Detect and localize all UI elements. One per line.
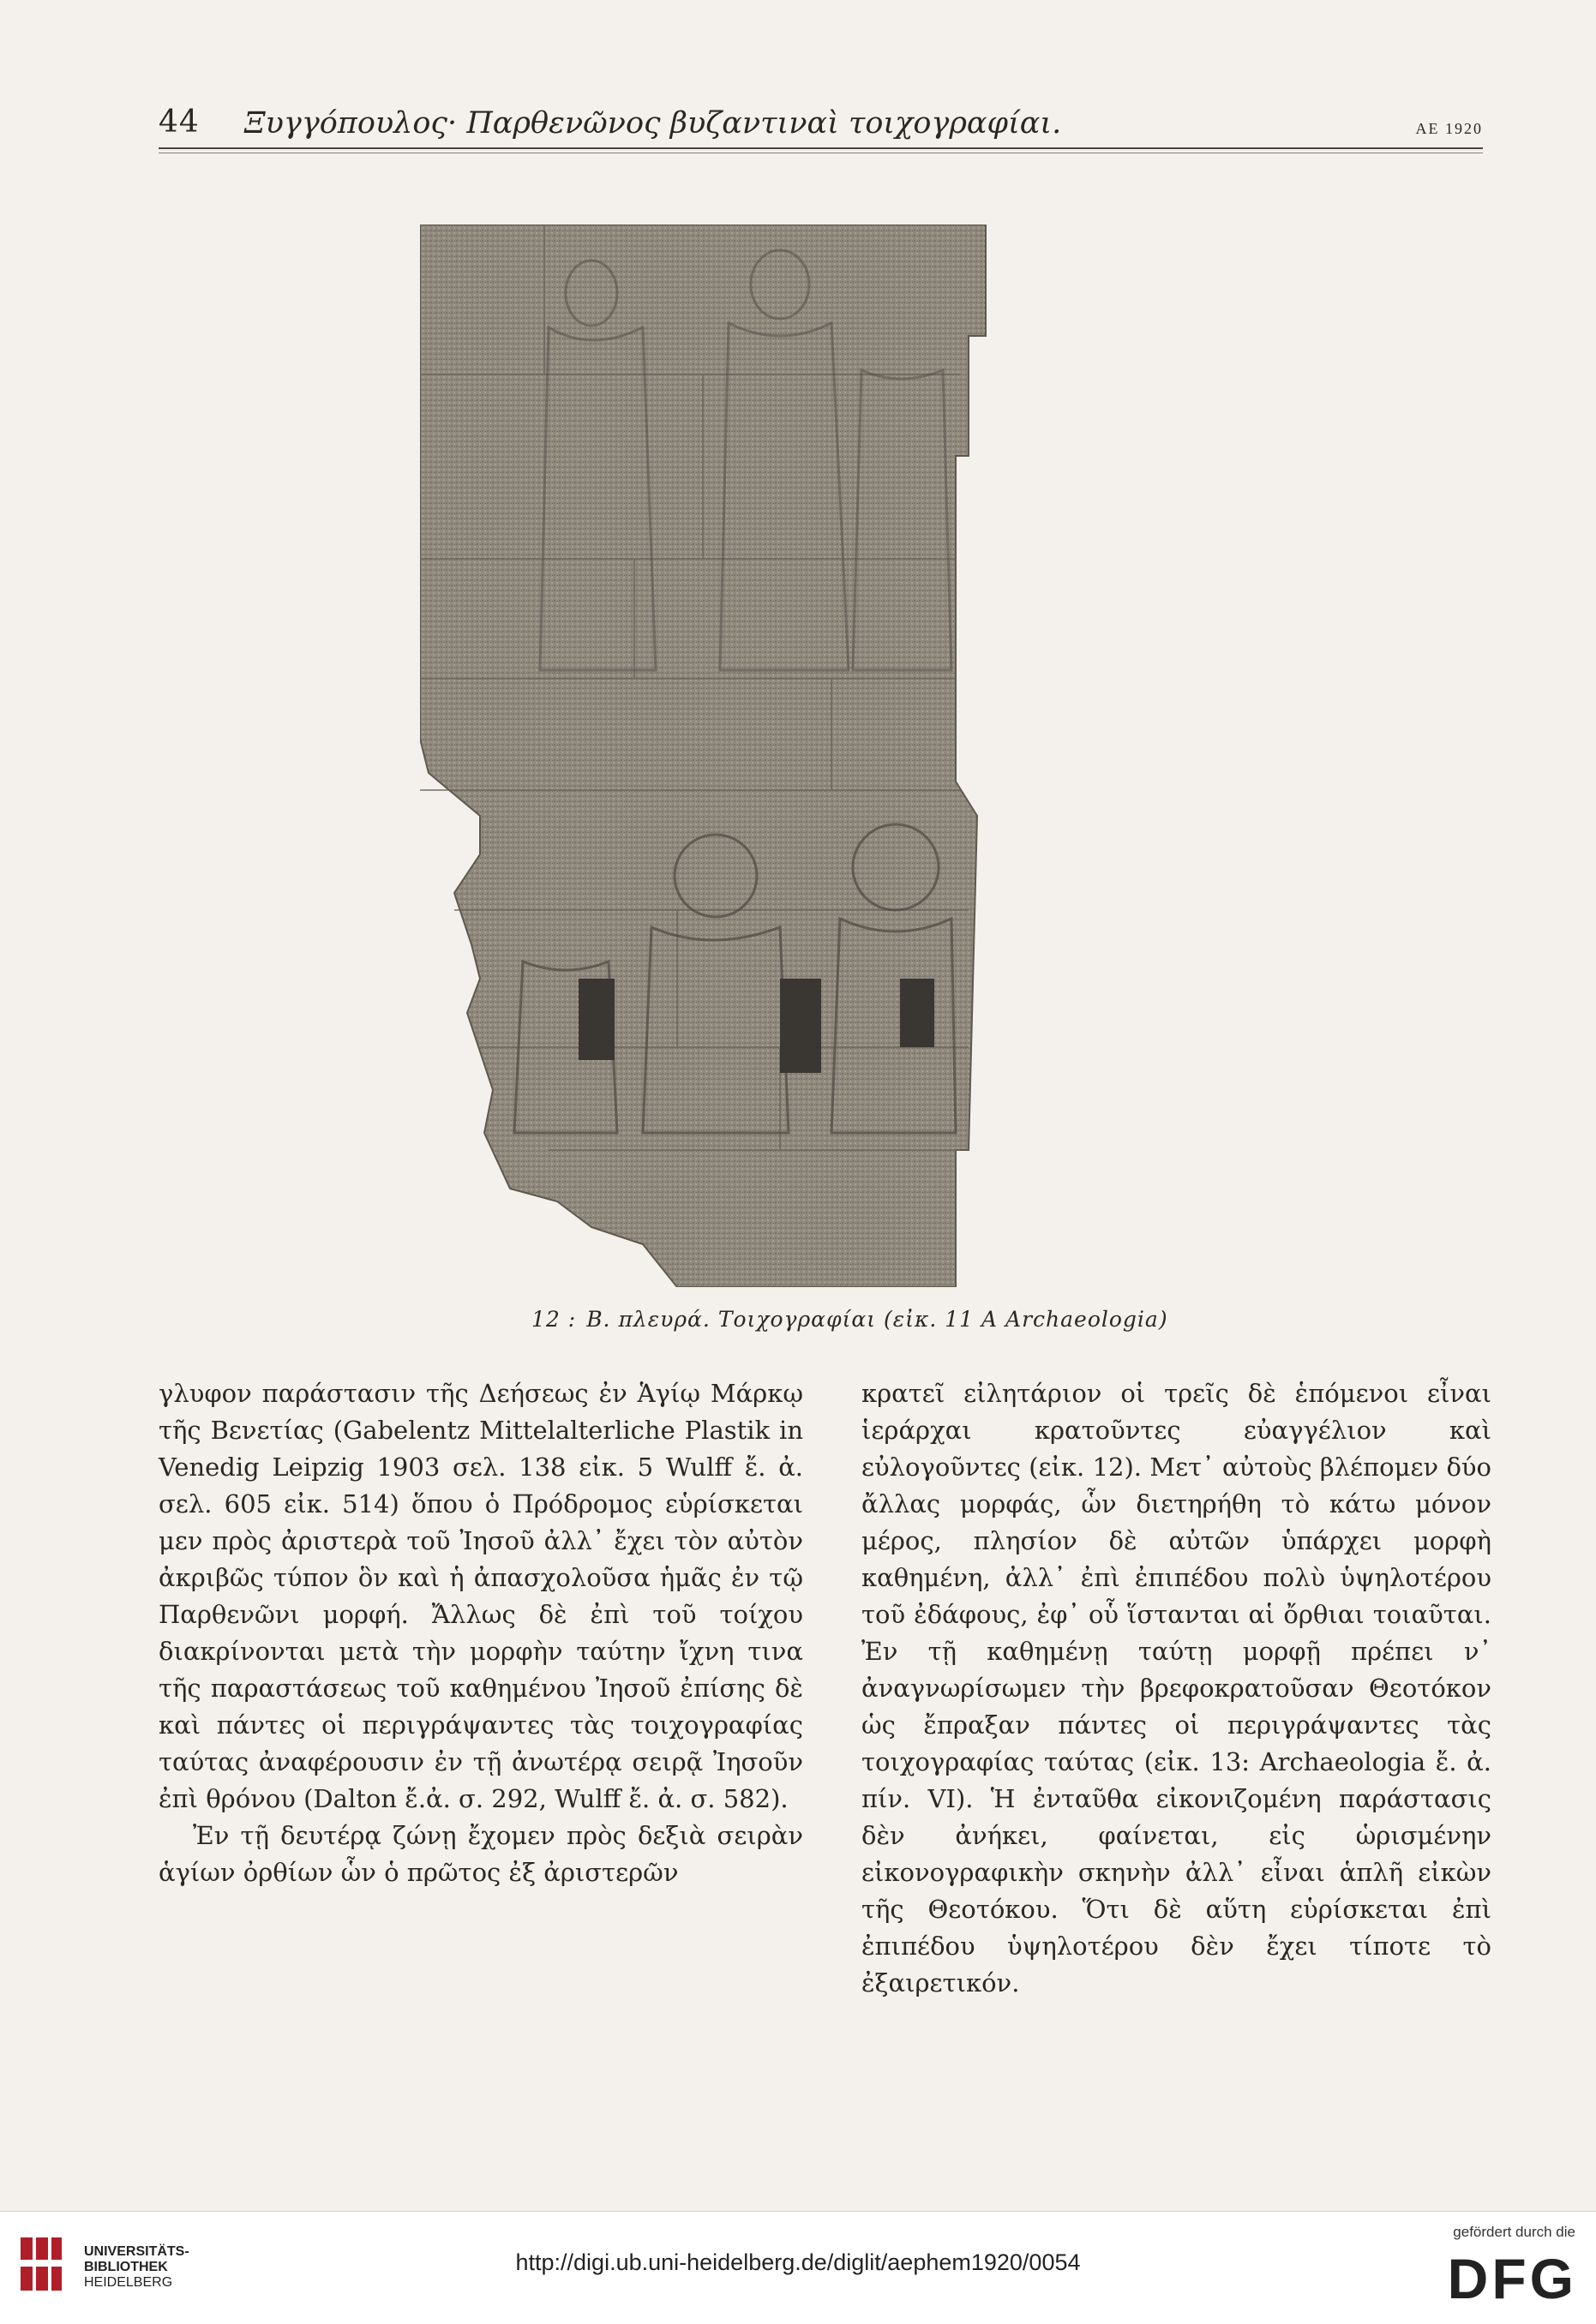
funding-note: gefördert durch die <box>1453 2224 1575 2240</box>
running-title: Ξυγγόπουλος· Παρθενῶνος βυζαντιναὶ τοιχογραφίαι. <box>244 106 1062 141</box>
figure-caption <box>531 1307 1217 1332</box>
caption-text: Β. πλευρά. Τοιχογραφίαι (εἰκ. 11 A Archaeologia) <box>586 1307 1168 1332</box>
fresco-photograph <box>420 225 1174 1287</box>
library-line-1: UNIVERSITÄTS- <box>84 2244 189 2259</box>
running-head <box>159 105 1483 149</box>
source-url-link[interactable]: http://digi.ub.uni-heidelberg.de/diglit/aephem1920/0054 <box>515 2249 1081 2275</box>
journal-label: ΑΕ 1920 <box>1415 120 1483 137</box>
caption-number: 12 : <box>531 1307 577 1332</box>
right-paragraph-1: κρατεῖ εἰλητάριον οἱ τρεῖς δὲ ἑπόμενοι εἶναι ἱεράρχαι κρατοῦντες εὐαγγέλιον καὶ εὐλογοῦντες (εἰκ. 12). Μετ᾽ αὐτοὺς βλέπομεν δύο ἄλλας μορφάς, ὧν διετηρήθη τὸ κάτω μόνον μέρος, πλησίον δὲ αὐτῶν ὑπάρχει μορφὴ καθημένη, ἀλλ᾽ ἐπὶ ἐπιπέδου πολὺ ὑψηλοτέρου τοῦ ἐδάφους, ἐφ᾽ οὗ ἵστανται αἱ ὄρθιαι τοιαῦται. Ἐν τῇ καθημένῃ ταύτῃ μορφῇ πρέπει ν᾽ ἀναγνωρίσωμεν τὴν βρεφοκρατοῦσαν Θεοτόκον ὡς ἔπραξαν πάντες οἱ περιγράψαντες τὰς τοιχογραφίας ταύτας (εἰκ. 13: Archaeologia ἔ. ἀ. πίν. VI). Ἡ ἐνταῦθα εἰκονιζομένη παράστασις δὲν ἀνήκει, φαίνεται, εἰς ὡρισμένην εἰκονογραφικὴν σκηνὴν ἀλλ᾽ εἶναι ἁπλῆ εἰκὼν τῆς Θεοτόκου. Ὅτι δὲ αὕτη εὑρίσκεται ἐπὶ ἐπιπέδου ὑψηλοτέρου δὲν ἔχει τίποτε τὸ ἐξαιρετικόν. <box>861 1379 1491 1998</box>
left-paragraph-2: Ἐν τῇ δευτέρᾳ ζώνῃ ἔχομεν πρὸς δεξιὰ σειρὰν ἁγίων ὀρθίων ὧν ὁ πρῶτος ἐξ ἀριστερῶν <box>159 1821 803 1887</box>
header-rule <box>159 147 1483 149</box>
left-text-column <box>159 1375 803 1891</box>
page-number: 44 <box>159 105 200 140</box>
right-text-column <box>861 1375 1491 2002</box>
library-line-3: HEIDELBERG <box>84 2275 173 2290</box>
fresco-photo-image <box>420 225 1174 1287</box>
left-paragraph-1: γλυφον παράστασιν τῆς Δεήσεως ἐν Ἁγίῳ Μάρκῳ τῆς Βενετίας (Gabelentz Mittelalterliche Plastik in Venedig Leipzig 1903 σελ. 138 εἰκ. 5 Wulff ἔ. ἀ. σελ. 605 εἰκ. 514) ὅπου ὁ Πρόδρομος εὑρίσκεται μεν πρὸς ἀριστερὰ τοῦ Ἰησοῦ ἀλλ᾽ ἔχει τὸν αὐτὸν ἀκριβῶς τύπον ὃν καὶ ἡ ἀπασχολοῦσα ἡμᾶς ἐν τῷ Παρθενῶνι μορφή. Ἄλλως δὲ ἐπὶ τοῦ τοίχου διακρίνονται μετὰ τὴν μορφὴν ταύτην ἴχνη τινα τῆς παραστάσεως τοῦ καθημένου Ἰησοῦ ἐπίσης δὲ καὶ πάντες οἱ περιγράψαντες τὰς τοιχογραφίας ταύτας ἀναφέρουσιν ἐν τῇ ἀνωτέρᾳ σειρᾷ Ἰησοῦν ἐπὶ θρόνου (Dalton ἔ.ἀ. σ. 292, Wulff ἔ. ἀ. σ. 582). <box>159 1379 803 1813</box>
digitization-footer <box>0 2211 1596 2324</box>
library-line-2: BIBLIOTHEK <box>84 2260 168 2274</box>
dfg-logo: DFG <box>1447 2247 1577 2310</box>
